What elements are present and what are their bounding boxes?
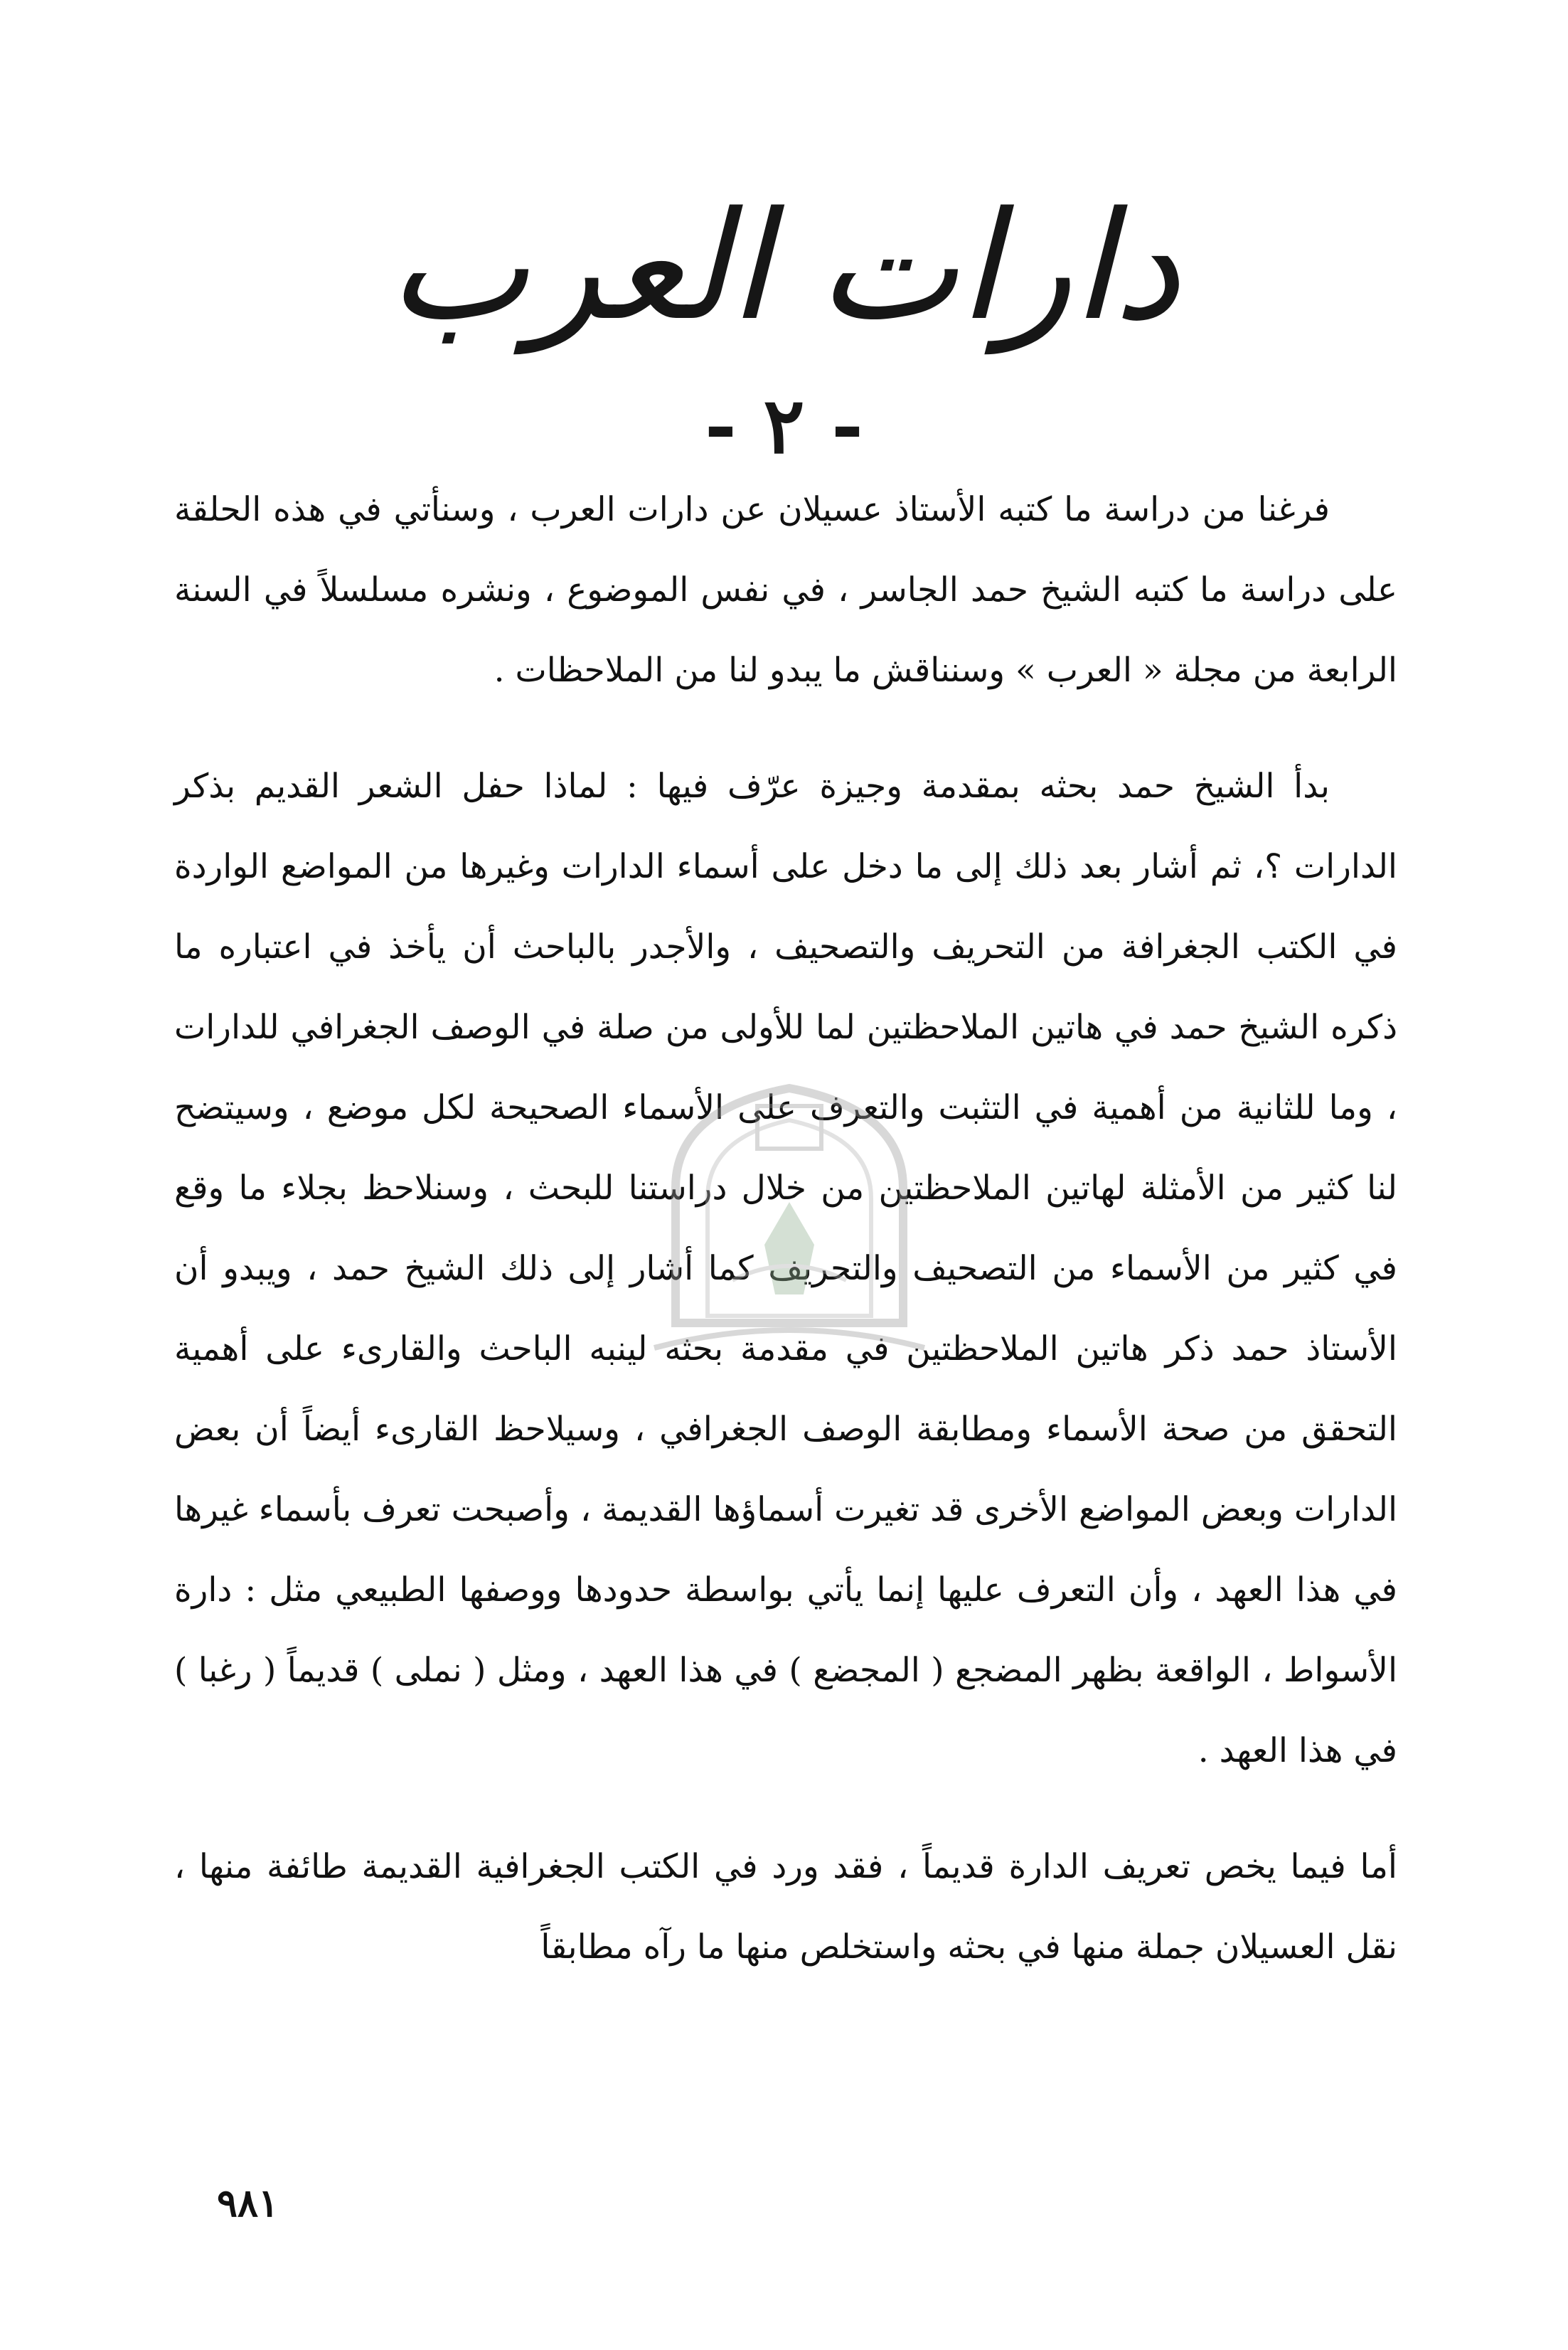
paragraph-3: أما فيما يخص تعريف الدارة قديماً ، فقد ورد في الكتب الجغرافية القديمة طائفة منها ، نقل العسيلان جملة منها في بحثه واستخلص منها ما رآه مطابقاً (174, 1847, 1397, 1967)
body-text (174, 469, 1397, 1987)
page-title: دارات العرب (388, 179, 1180, 353)
paragraph-1: فرغنا من دراسة ما كتبه الأستاذ عسيلان عن دارات العرب ، وسنأتي في هذه الحلقة على دراسة ما كتبه الشيخ حمد الجاسر ، في نفس الموضوع ، ونشره مسلسلاً في السنة الرابعة من مجلة « العرب » وسنناقش ما يبدو لنا من الملاحظات . (174, 490, 1397, 690)
paragraph-2: بدأ الشيخ حمد بحثه بمقدمة وجيزة عرّف فيها : لماذا حفل الشعر القديم بذكر الدارات ؟، ثم أشار بعد ذلك إلى ما دخل على أسماء الدارات وغيرها من المواضع الواردة في الكتب الجغرافة من التحريف والتصحيف ، والأجدر بالباحث أن يأخذ في اعتباره ما ذكره الشيخ حمد في هاتين الملاحظتين لما للأولى من صلة في الوصف الجغرافي للدارات ، وما للثانية من أهمية في التثبت والتعرف على الأسماء الصحيحة لكل موضع ، وسيتضح لنا كثير من الأمثلة لهاتين الملاحظتين من خلال دراستنا للبحث ، وسنلاحظ بجلاء ما وقع في كثير من الأسماء من التصحيف والتحريف كما أشار إلى ذلك الشيخ حمد ، ويبدو أن الأستاذ حمد ذكر هاتين الملاحظتين في مقدمة بحثه لينبه الباحث والقارىء على أهمية التحقق من صحة الأسماء ومطابقة الوصف الجغرافي ، وسيلاحظ القارىء أيضاً أن بعض الدارات وبعض المواضع الأخرى قد تغيرت أسماؤها القديمة ، وأصبحت تعرف بأسماء غيرها في هذا العهد ، وأن التعرف عليها إنما يأتي بواسطة حدودها ووصفها الطبيعي مثل : دارة الأسواط ، الواقعة بظهر المضجع ( المجضع ) في هذا العهد ، ومثل ( نملى ) قديماً ( رغبا ) في هذا العهد . (174, 767, 1397, 1770)
page-number: ٩٨١ (217, 2180, 279, 2226)
part-number: - ٢ - (705, 381, 863, 471)
